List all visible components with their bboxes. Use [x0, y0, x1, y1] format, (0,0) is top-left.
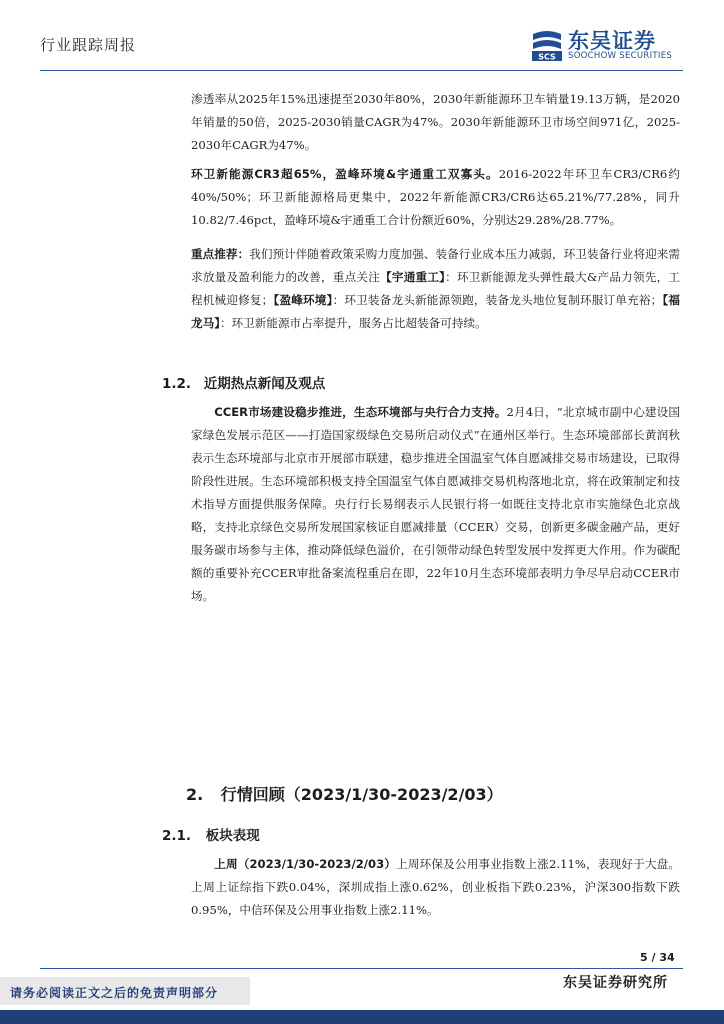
section-heading-2	[186, 782, 503, 805]
stock-yutong: 【宇通重工】	[380, 270, 446, 284]
footer-divider	[40, 968, 683, 969]
paragraph-text: 2月4日，“北京城市副中心建设国家绿色发展示范区——打造国家级绿色交易所启动仪式”在通州区举行。生态环境部部长黄润秋表示生态环境部与北京市开展部市联建，稳步推进全国温室气体自愿减排交易市场建设，已取得阶段性进展。生态环境部积极支持全国温室气体自愿减排交易机构落地北京，将在政策制定和技术指导方面提供服务保障。央行行长易纲表示人民银行将一如既往支持北京市实施绿色北京战略，支持北京绿色交易所发展国家核证自愿减排量（CCER）交易，创新更多碳金融产品，更好服务碳市场参与主体，推动降低绿色溢价，在引领带动绿色转型发展中发挥更大作用。作为碳配额的重要补充CCER审批备案流程重启在即，22年10月生态环境部表明力争尽早启动CCER市场。	[191, 405, 680, 603]
paragraph-text: ：环卫新能源龙头弹性最大&产品力领先，工程机械迎修复；	[191, 270, 680, 307]
logo-mark-text: SCS	[538, 52, 556, 62]
section-heading-2-1	[162, 824, 260, 844]
logo-chinese-name: 东吴证券	[568, 29, 656, 53]
paragraph-lead: 上周（2023/1/30-2023/2/03）	[214, 857, 397, 871]
research-institute-name: 东吴证券研究所	[563, 975, 668, 991]
paragraph-text: ：环卫装备龙头新能源领跑，装备龙头地位复制环服订单充裕；	[332, 293, 663, 307]
paragraph-text: 2016-2022年环卫车CR3/CR6约40%/50%；环卫新能源格局更集中，2022年新能源CR3/CR6达65.21%/77.28%，同升10.82/7.46pct，盈峰环境&宇通重工合计份额近60%，分别达29.28%/28.77%。	[191, 167, 680, 227]
paragraph-text: 上周环保及公用事业指数上涨2.11%，表现好于大盘。上周上证综指下跌0.04%，深圳成指上涨0.62%，创业板指下跌0.23%，沪深300指数下跌0.95%，中信环保及公用事业指数上涨2.11%。	[191, 857, 680, 917]
paragraph-key-recommendations	[191, 243, 680, 335]
paragraph-ccer-news	[191, 401, 680, 608]
paragraph-market-concentration	[191, 163, 680, 232]
section-title: 近期热点新闻及观点	[203, 376, 326, 392]
header-divider	[40, 70, 683, 71]
section-heading-1-2	[162, 372, 325, 392]
paragraph-penetration-rate	[191, 88, 680, 157]
section-number: 1.2.	[162, 376, 192, 392]
paragraph-sector-performance	[191, 853, 680, 922]
stock-fulongma: 【福龙马】	[191, 293, 680, 330]
footer-band	[0, 1010, 724, 1024]
paragraph-lead: CCER市场建设稳步推进，生态环境部与央行合力支持。	[214, 405, 507, 419]
section-title: 板块表现	[205, 828, 260, 844]
logo-english-name: SOOCHOW SECURITIES	[568, 51, 673, 61]
paragraph-text: 渗透率从2025年15%迅速提至2030年80%，2030年新能源环卫车销量19.13万辆，是2020年销量的50倍，2025-2030销量CAGR为47%。2030年新能源环卫市场空间971亿，2025-2030年CAGR为47%。	[191, 92, 680, 152]
section-title: 行情回顾（2023/1/30-2023/2/03）	[220, 785, 503, 804]
stock-yingfeng: 【盈峰环境】	[273, 293, 333, 307]
section-number: 2.	[186, 785, 204, 804]
report-type-label: 行业跟踪周报	[40, 36, 137, 54]
disclaimer-text: 请务必阅读正文之后的免责声明部分	[10, 986, 219, 1000]
paragraph-lead: 环卫新能源CR3超65%，盈峰环境&宇通重工双寡头。	[191, 167, 499, 181]
paragraph-text: ：环卫新能源市占率提升，服务占比超装备可持续。	[219, 316, 487, 330]
page-number: 5 / 34	[640, 951, 675, 964]
scs-logo-mark-icon	[530, 28, 564, 62]
section-number: 2.1.	[162, 828, 192, 844]
paragraph-text: 我们预计伴随着政策采购力度加强、装备行业成本压力减弱，环卫装备行业将迎来需求放量及盈利能力的改善，重点关注	[191, 247, 680, 284]
paragraph-lead: 重点推荐：	[191, 247, 250, 261]
soochow-securities-logo	[530, 26, 680, 66]
